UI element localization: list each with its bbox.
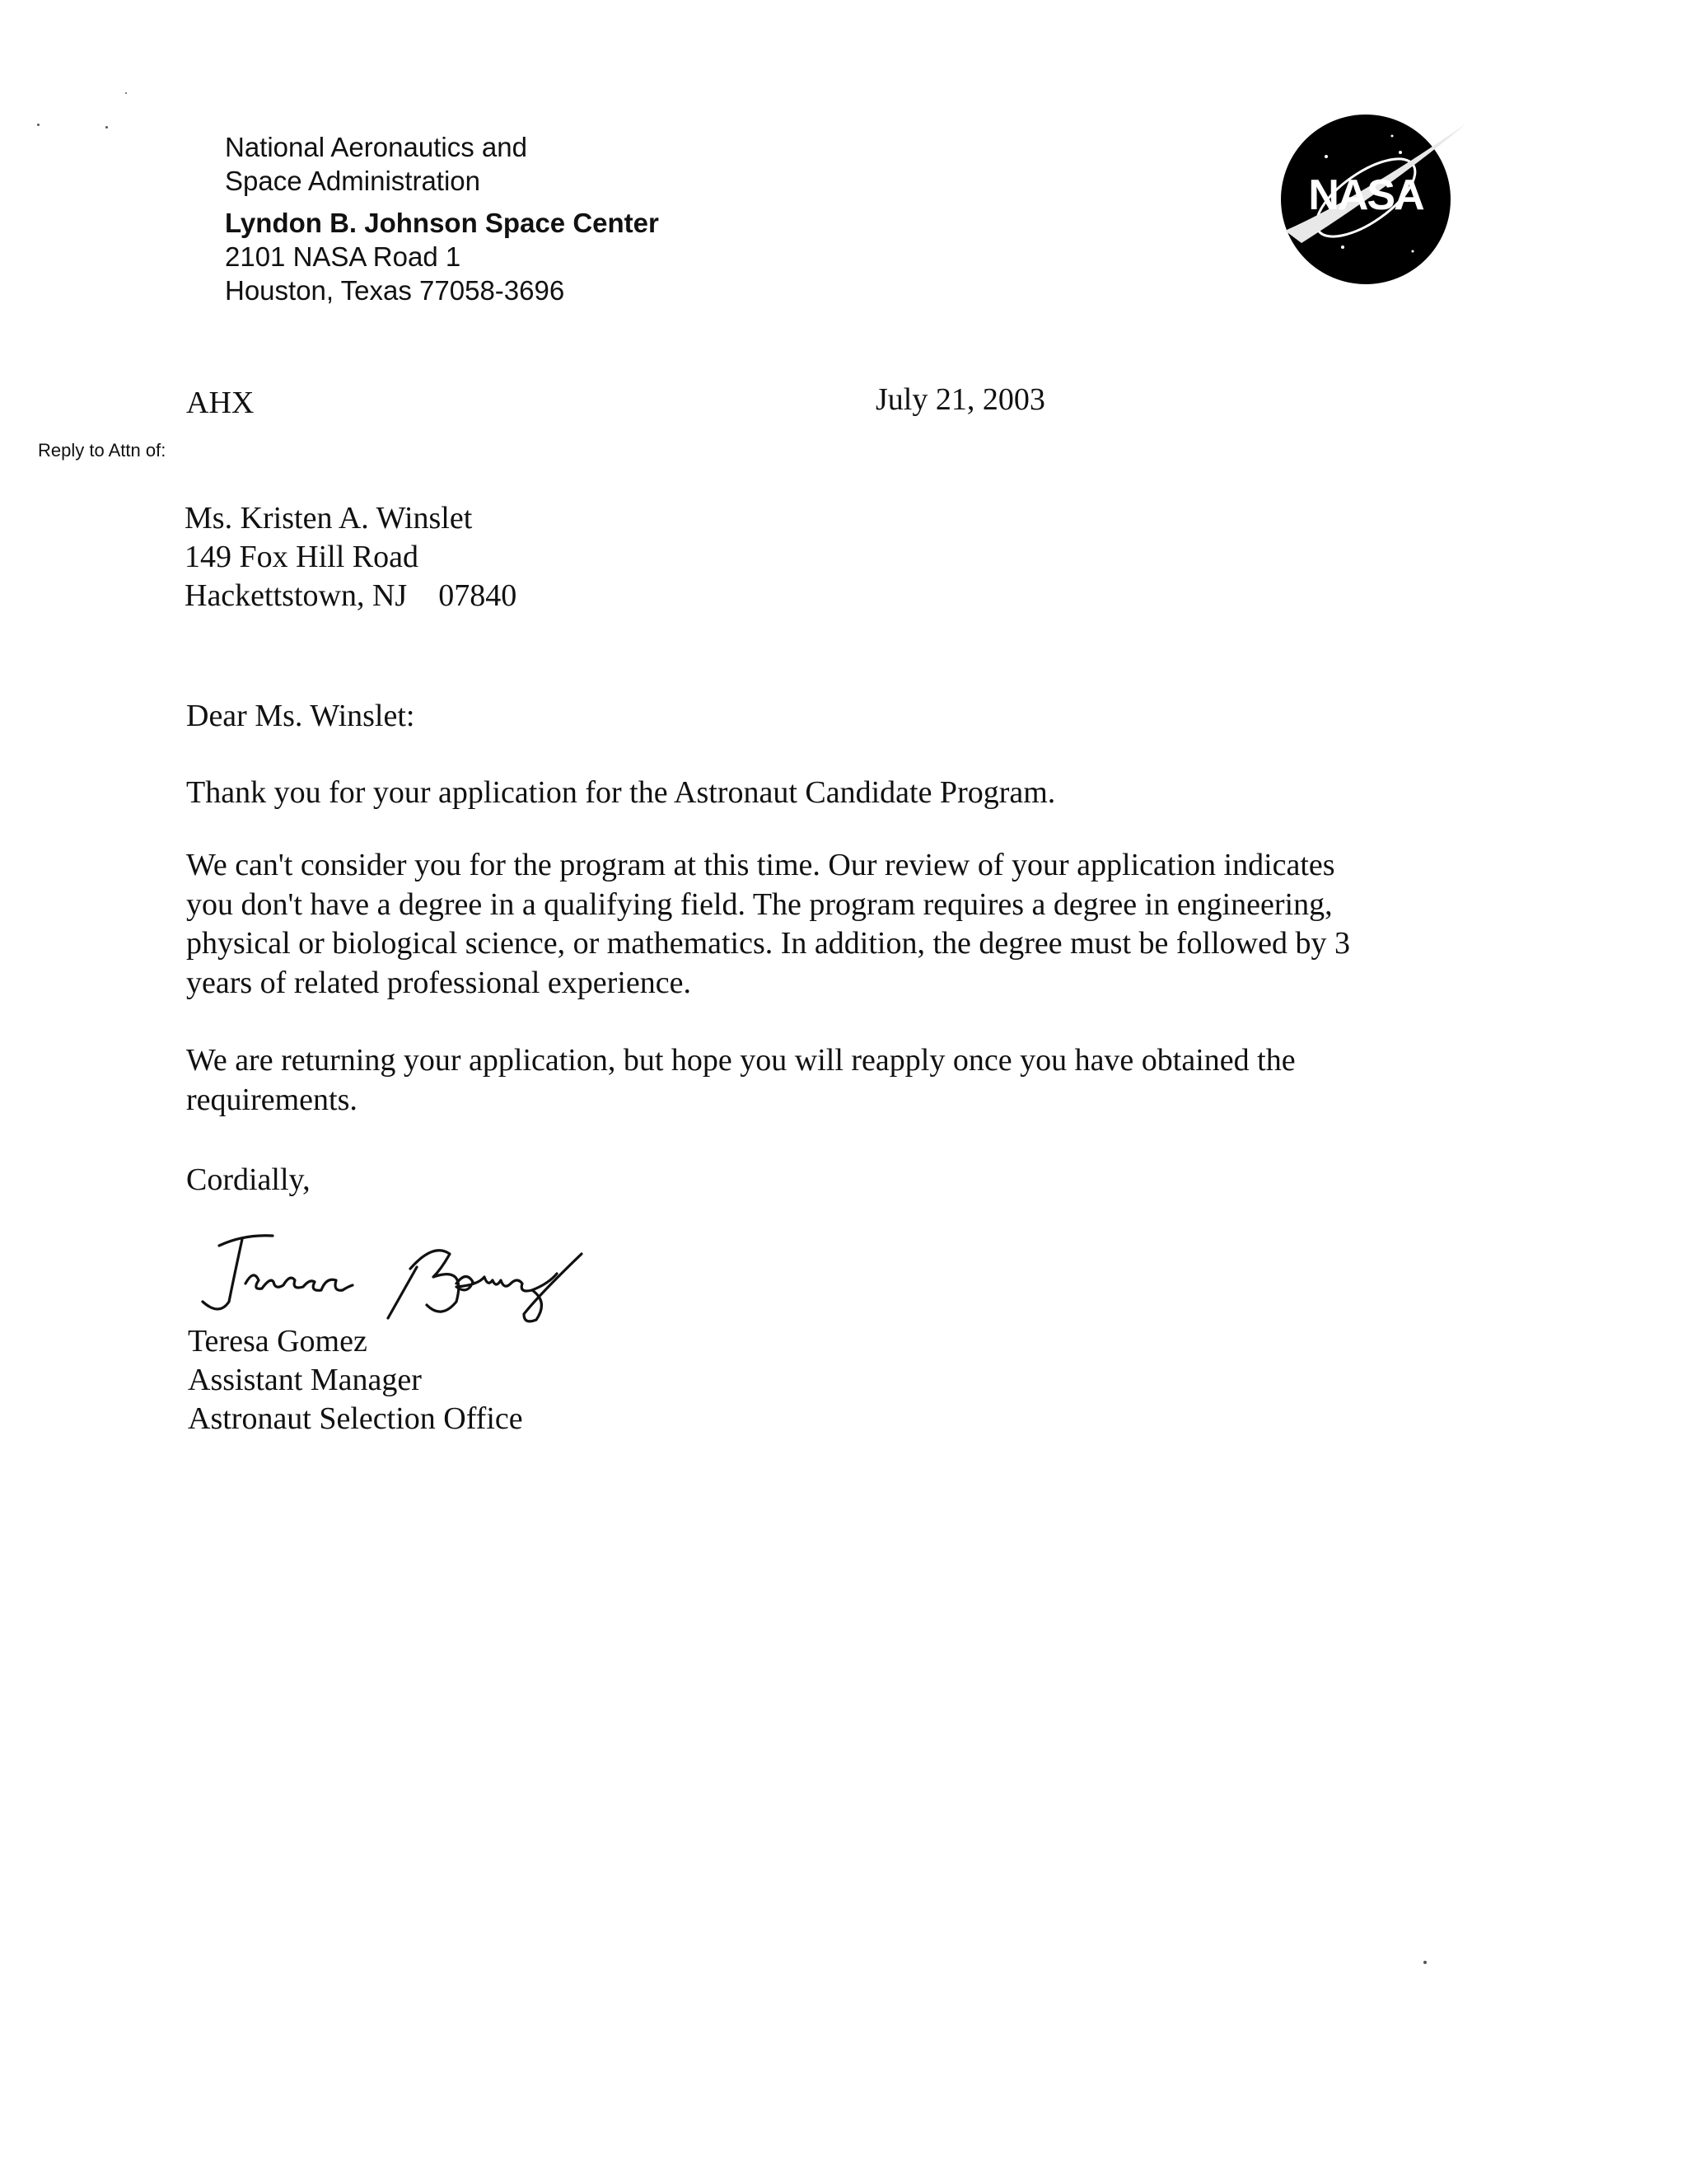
- recipient-name: Ms. Kristen A. Winslet: [185, 501, 473, 535]
- scan-speck: [105, 126, 108, 129]
- paragraph-3: [186, 1041, 1446, 1120]
- letterhead: [225, 130, 659, 307]
- signer-block: [188, 1322, 523, 1438]
- paragraph-2-line: We can't consider you for the program at this time. Our review of your application indicates: [186, 848, 1335, 882]
- letter-date: July 21, 2003: [876, 382, 1045, 417]
- scan-speck: [37, 124, 40, 126]
- agency-name-line1: National Aeronautics and: [225, 132, 527, 162]
- recipient-address: [185, 499, 516, 615]
- signer-office: Astronaut Selection Office: [188, 1401, 523, 1436]
- logo-text: NASA: [1308, 171, 1423, 219]
- paragraph-2-line: years of related professional experience.: [186, 965, 691, 1000]
- closing-text: Cordially,: [186, 1162, 311, 1197]
- salutation: [186, 697, 1446, 737]
- recipient-city-line: [185, 577, 516, 615]
- center-city: Houston, Texas 77058-3696: [225, 275, 565, 306]
- center-name: Lyndon B. Johnson Space Center: [225, 208, 659, 238]
- handwritten-signature: [194, 1219, 639, 1331]
- recipient-city-state: Hackettstown, NJ: [185, 578, 408, 613]
- paragraph-2-line: physical or biological science, or mathematics. In addition, the degree must be followed by 3: [186, 926, 1350, 961]
- recipient-zip: 07840: [438, 578, 517, 613]
- paragraph-1: [186, 774, 1446, 813]
- reference-code: AHX: [186, 386, 255, 420]
- signer-title: Assistant Manager: [188, 1363, 422, 1397]
- paragraph-3-line: requirements.: [186, 1082, 357, 1117]
- recipient-street: 149 Fox Hill Road: [185, 540, 418, 574]
- paragraph-3-line: We are returning your application, but hope you will reapply once you have obtained the: [186, 1043, 1296, 1078]
- nasa-logo-icon: [1269, 107, 1474, 288]
- scan-speck: [125, 92, 127, 94]
- scan-speck: [1423, 1961, 1427, 1964]
- paragraph-2-line: you don't have a degree in a qualifying field. The program requires a degree in engineering,: [186, 886, 1333, 922]
- salutation-text: Dear Ms. Winslet:: [186, 699, 415, 733]
- closing: [186, 1161, 1446, 1200]
- paragraph-1-text: Thank you for your application for the Astronaut Candidate Program.: [186, 775, 1056, 810]
- paragraph-2: [186, 846, 1446, 1003]
- agency-name-line2: Space Administration: [225, 166, 481, 196]
- signer-name: Teresa Gomez: [188, 1324, 367, 1359]
- center-street: 2101 NASA Road 1: [225, 241, 461, 272]
- reply-to-label: Reply to Attn of:: [38, 440, 166, 461]
